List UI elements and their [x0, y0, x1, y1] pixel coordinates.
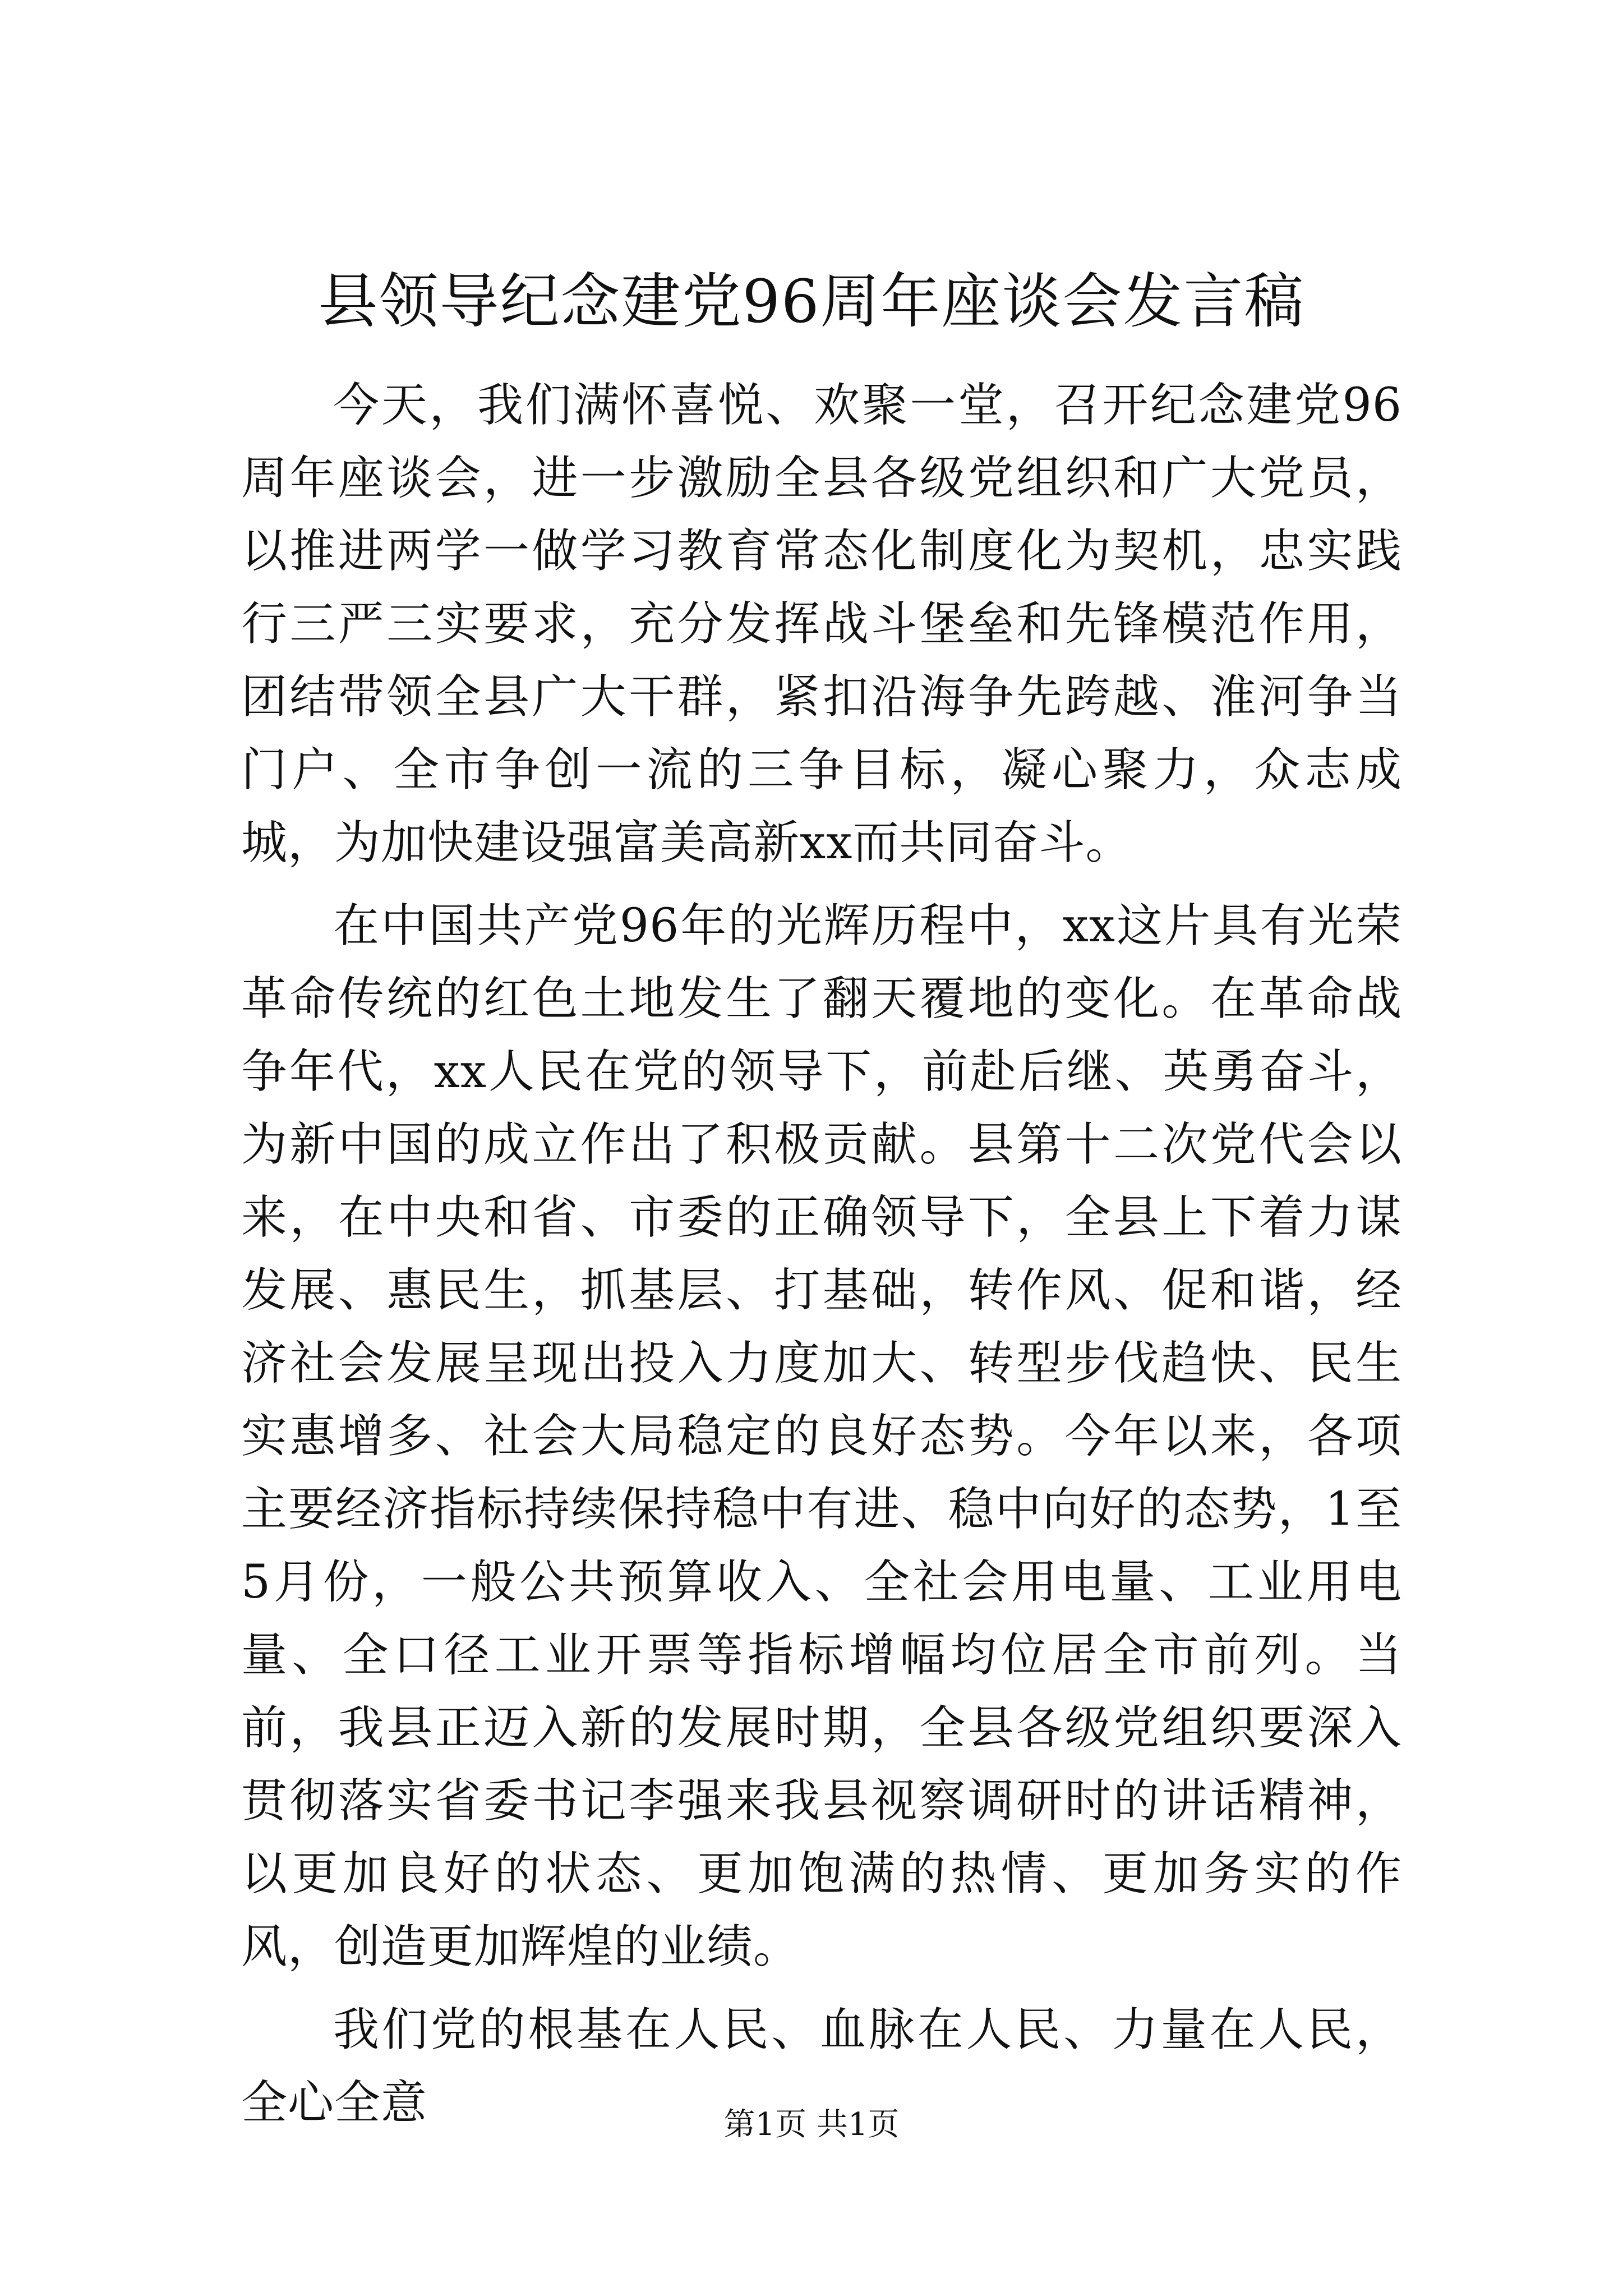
paragraph-2: 在中国共产党96年的光辉历程中，xx这片具有光荣革命传统的红色土地发生了翻天覆地的变化。在革命战争年代，xx人民在党的领导下，前赴后继、英勇奋斗，为新中国的成立作出了积极贡献。县第十二次党代会以来，在中央和省、市委的正确领导下，全县上下着力谋发展、惠民生，抓基层、打基础，转作风、促和谐，经济社会发展呈现出投入力度加大、转型步伐趋快、民生实惠增多、社会大局稳定的良好态势。今年以来，各项主要经济指标持续保持稳中有进、稳中向好的态势，1至5月份，一般公共预算收入、全社会用电量、工业用电量、全口径工业开票等指标增幅均位居全市前列。当前，我县正迈入新的发展时期，全县各级党组织要深入贯彻落实省委书记李强来我县视察调研时的讲话精神，以更加良好的状态、更加饱满的热情、更加务实的作风，创造更加辉煌的业绩。	[241, 899, 1402, 1973]
paragraph-3: 我们党的根基在人民、血脉在人民、力量在人民，全心全意	[241, 2003, 1402, 2129]
document-body	[241, 369, 1402, 2150]
page-number-footer: 第1页 共1页	[723, 2106, 900, 2143]
paragraph-1: 今天，我们满怀喜悦、欢聚一堂，召开纪念建党96周年座谈会，进一步激励全县各级党组织和广大党员，以推进两学一做学习教育常态化制度化为契机，忠实践行三严三实要求，充分发挥战斗堡垒和先锋模范作用，团结带领全县广大干群，紧扣沿海争先跨越、淮河争当门户、全市争创一流的三争目标，凝心聚力，众志成城，为加快建设强富美高新xx而共同奋斗。	[241, 379, 1402, 869]
document-title: 县领导纪念建党96周年座谈会发言稿	[318, 267, 1305, 336]
